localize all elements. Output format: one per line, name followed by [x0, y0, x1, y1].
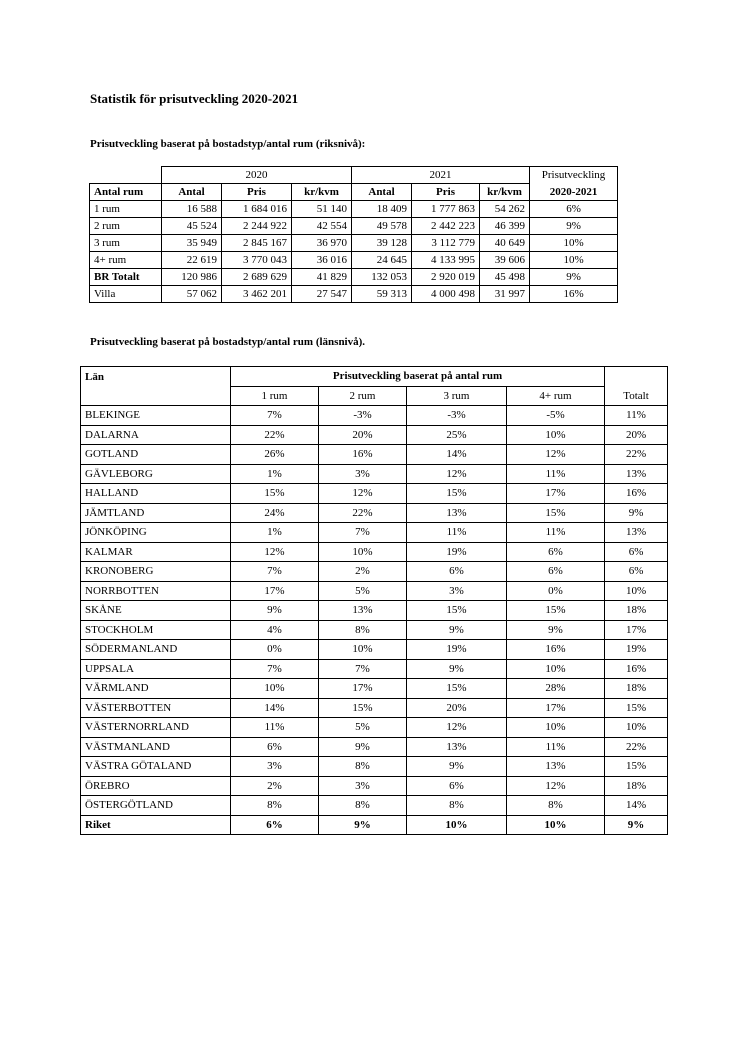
table-cell: 16 588 [162, 201, 222, 218]
table-cell: 45 498 [480, 269, 530, 286]
table-cell: 15% [605, 757, 668, 777]
county-name: VÄSTRA GÖTALAND [81, 757, 231, 777]
row-label: BR Totalt [90, 269, 162, 286]
table-cell: 10% [530, 235, 618, 252]
table-cell: 3% [319, 776, 407, 796]
table-cell: 10% [319, 640, 407, 660]
table-cell: 6% [407, 776, 507, 796]
table-cell: 24 645 [352, 252, 412, 269]
col-header-count-2020: Antal [162, 184, 222, 201]
table-row [81, 659, 668, 679]
county-name: KRONOBERG [81, 562, 231, 582]
table-cell: 10% [319, 542, 407, 562]
table-cell: 8% [319, 796, 407, 816]
table-row [81, 679, 668, 699]
table-cell: 42 554 [292, 218, 352, 235]
table-cell: 120 986 [162, 269, 222, 286]
county-name: SÖDERMANLAND [81, 640, 231, 660]
table-row [90, 269, 618, 286]
table-cell: 8% [231, 796, 319, 816]
county-name: VÄSTERBOTTEN [81, 698, 231, 718]
table-cell: 12% [507, 445, 605, 465]
table-cell: 15% [407, 484, 507, 504]
county-header-blank [81, 386, 231, 406]
table-cell: 16% [319, 445, 407, 465]
table-row [81, 718, 668, 738]
table-cell: 13% [407, 503, 507, 523]
table-cell: 12% [507, 776, 605, 796]
county-name: JÖNKÖPING [81, 523, 231, 543]
county-price-table [80, 366, 668, 835]
table-cell: 46 399 [480, 218, 530, 235]
table-cell: 17% [507, 698, 605, 718]
table-cell: 132 053 [352, 269, 412, 286]
table-cell: 18% [605, 601, 668, 621]
table-row [90, 235, 618, 252]
room-header-row [81, 386, 668, 406]
table-row [81, 445, 668, 465]
table-cell: 10% [231, 679, 319, 699]
table-cell: 16% [530, 286, 618, 303]
table-cell: 15% [319, 698, 407, 718]
table-cell: 8% [319, 620, 407, 640]
col-header-change-period: 2020-2021 [530, 184, 618, 201]
table-cell: 2 845 167 [222, 235, 292, 252]
table-cell: 10% [507, 425, 605, 445]
col-header-sqm-2020: kr/kvm [292, 184, 352, 201]
table-cell: 18% [605, 679, 668, 699]
county-name: KALMAR [81, 542, 231, 562]
total-cell: 10% [407, 815, 507, 835]
table-cell: 2% [231, 776, 319, 796]
table-cell: 11% [605, 406, 668, 426]
table-cell: 6% [407, 562, 507, 582]
table-cell: 9% [507, 620, 605, 640]
table-cell: 4% [231, 620, 319, 640]
total-row [81, 815, 668, 835]
table-cell: 36 970 [292, 235, 352, 252]
table-cell: 0% [231, 640, 319, 660]
county-name: VÄSTMANLAND [81, 737, 231, 757]
table-cell: 22 619 [162, 252, 222, 269]
table-cell: 6% [605, 542, 668, 562]
table-cell: 11% [231, 718, 319, 738]
table-cell: 1 777 863 [412, 201, 480, 218]
table-cell: 7% [231, 659, 319, 679]
table-cell: 10% [605, 581, 668, 601]
table-cell: 39 606 [480, 252, 530, 269]
table-cell: 36 016 [292, 252, 352, 269]
table-cell: 19% [407, 640, 507, 660]
table-cell: 16% [605, 484, 668, 504]
national-price-table [89, 166, 618, 303]
col-header-count-2021: Antal [352, 184, 412, 201]
table-cell: 0% [507, 581, 605, 601]
table-cell: 9% [530, 269, 618, 286]
table-cell: 12% [407, 718, 507, 738]
table-cell: 16% [507, 640, 605, 660]
table-cell: 8% [319, 757, 407, 777]
county-name: DALARNA [81, 425, 231, 445]
group-header-row [81, 367, 668, 387]
table-row [90, 201, 618, 218]
col-header-4rum: 4+ rum [507, 386, 605, 406]
table-cell: 16% [605, 659, 668, 679]
county-name: GÄVLEBORG [81, 464, 231, 484]
table-cell: 10% [507, 718, 605, 738]
table-cell: 10% [605, 718, 668, 738]
table-row [81, 640, 668, 660]
table-cell: 19% [407, 542, 507, 562]
table-cell: 3 770 043 [222, 252, 292, 269]
section2-heading: Prisutveckling baserat på bostadstyp/antal rum (länsnivå). [90, 336, 366, 348]
table-cell: 5% [319, 718, 407, 738]
table-cell: 45 524 [162, 218, 222, 235]
table-row [81, 464, 668, 484]
county-name: VÄSTERNORRLAND [81, 718, 231, 738]
change-header: Prisutveckling [530, 167, 618, 184]
row-label: 1 rum [90, 201, 162, 218]
room-group-header: Prisutveckling baserat på antal rum [231, 367, 605, 387]
table-cell: 11% [507, 464, 605, 484]
col-header-sqm-2021: kr/kvm [480, 184, 530, 201]
table-cell: 1 684 016 [222, 201, 292, 218]
table-cell: 22% [605, 737, 668, 757]
table-cell: 2 689 629 [222, 269, 292, 286]
table-cell: 17% [319, 679, 407, 699]
table-cell: 24% [231, 503, 319, 523]
table-cell: 20% [605, 425, 668, 445]
table-cell: -3% [407, 406, 507, 426]
table-cell: 7% [319, 659, 407, 679]
table-row [81, 698, 668, 718]
blank-cell [90, 167, 162, 184]
table-cell: 3% [231, 757, 319, 777]
table-cell: 15% [407, 601, 507, 621]
table-cell: 49 578 [352, 218, 412, 235]
table-cell: 15% [605, 698, 668, 718]
table-cell: 17% [605, 620, 668, 640]
table-row [81, 503, 668, 523]
table-cell: 13% [605, 523, 668, 543]
county-name: VÄRMLAND [81, 679, 231, 699]
table-cell: 13% [507, 757, 605, 777]
table-cell: 39 128 [352, 235, 412, 252]
table-cell: 11% [507, 737, 605, 757]
column-header-row [90, 184, 618, 201]
table-row [90, 286, 618, 303]
table-cell: 12% [407, 464, 507, 484]
table-cell: 8% [407, 796, 507, 816]
table-cell: 54 262 [480, 201, 530, 218]
row-label: Villa [90, 286, 162, 303]
row-label: 4+ rum [90, 252, 162, 269]
table-row [81, 776, 668, 796]
table-row [90, 218, 618, 235]
table-cell: 11% [407, 523, 507, 543]
col-header-rooms: Antal rum [90, 184, 162, 201]
table-cell: 22% [231, 425, 319, 445]
table-cell: 14% [605, 796, 668, 816]
county-name: HALLAND [81, 484, 231, 504]
table-cell: 6% [507, 562, 605, 582]
table-cell: 51 140 [292, 201, 352, 218]
total-cell: 9% [605, 815, 668, 835]
table-cell: 12% [231, 542, 319, 562]
table-cell: 35 949 [162, 235, 222, 252]
county-name: BLEKINGE [81, 406, 231, 426]
table-row [81, 737, 668, 757]
county-name: STOCKHOLM [81, 620, 231, 640]
table-cell: 6% [530, 201, 618, 218]
table-row [81, 601, 668, 621]
county-name: ÖREBRO [81, 776, 231, 796]
table-row [81, 757, 668, 777]
year-2020-header: 2020 [162, 167, 352, 184]
total-cell: 6% [231, 815, 319, 835]
table-cell: 2 920 019 [412, 269, 480, 286]
table-cell: 18 409 [352, 201, 412, 218]
table-cell: 1% [231, 464, 319, 484]
table-cell: 1% [231, 523, 319, 543]
table-cell: -3% [319, 406, 407, 426]
table-cell: 40 649 [480, 235, 530, 252]
table-cell: 2 442 223 [412, 218, 480, 235]
county-name: UPPSALA [81, 659, 231, 679]
table-cell: 13% [319, 601, 407, 621]
county-name: GOTLAND [81, 445, 231, 465]
row-label: 2 rum [90, 218, 162, 235]
table-cell: 6% [605, 562, 668, 582]
table-cell: 13% [407, 737, 507, 757]
table-cell: 6% [507, 542, 605, 562]
county-name: SKÅNE [81, 601, 231, 621]
col-header-price-2020: Pris [222, 184, 292, 201]
table-cell: 3 112 779 [412, 235, 480, 252]
row-label: 3 rum [90, 235, 162, 252]
table-cell: 7% [231, 406, 319, 426]
col-header-1rum: 1 rum [231, 386, 319, 406]
year-2021-header: 2021 [352, 167, 530, 184]
table-cell: 20% [319, 425, 407, 445]
page-title: Statistik för prisutveckling 2020-2021 [90, 91, 299, 106]
table-cell: 20% [407, 698, 507, 718]
table-row [81, 620, 668, 640]
table-cell: 57 062 [162, 286, 222, 303]
total-blank-header [605, 367, 668, 387]
total-cell: 10% [507, 815, 605, 835]
table-cell: 7% [231, 562, 319, 582]
table-cell: 15% [231, 484, 319, 504]
county-name: NORRBOTTEN [81, 581, 231, 601]
table-cell: 27 547 [292, 286, 352, 303]
table-cell: 9% [530, 218, 618, 235]
table-cell: 4 000 498 [412, 286, 480, 303]
table-row [81, 523, 668, 543]
table-cell: 22% [319, 503, 407, 523]
section1-heading: Prisutveckling baserat på bostadstyp/antal rum (riksnivå): [90, 138, 366, 150]
table-cell: 31 997 [480, 286, 530, 303]
table-cell: 2% [319, 562, 407, 582]
table-cell: 25% [407, 425, 507, 445]
table-cell: 59 313 [352, 286, 412, 303]
total-label: Riket [81, 815, 231, 835]
table-cell: 15% [407, 679, 507, 699]
table-cell: 14% [407, 445, 507, 465]
table-cell: 15% [507, 601, 605, 621]
table-cell: 10% [530, 252, 618, 269]
col-header-2rum: 2 rum [319, 386, 407, 406]
table-cell: 17% [231, 581, 319, 601]
table-cell: 19% [605, 640, 668, 660]
table-cell: 9% [407, 659, 507, 679]
table-row [90, 252, 618, 269]
table-cell: 28% [507, 679, 605, 699]
table-cell: 7% [319, 523, 407, 543]
table-cell: 9% [231, 601, 319, 621]
table-cell: 9% [407, 757, 507, 777]
table-cell: 3% [319, 464, 407, 484]
table-row [81, 562, 668, 582]
table-cell: 13% [605, 464, 668, 484]
county-name: ÖSTERGÖTLAND [81, 796, 231, 816]
table-row [81, 796, 668, 816]
table-cell: 5% [319, 581, 407, 601]
col-header-3rum: 3 rum [407, 386, 507, 406]
table-cell: 9% [407, 620, 507, 640]
table-cell: 9% [319, 737, 407, 757]
table-cell: 22% [605, 445, 668, 465]
table-cell: 6% [231, 737, 319, 757]
table-cell: 18% [605, 776, 668, 796]
table-cell: 11% [507, 523, 605, 543]
year-header-row [90, 167, 618, 184]
table-cell: 14% [231, 698, 319, 718]
table-cell: -5% [507, 406, 605, 426]
table-cell: 3% [407, 581, 507, 601]
table-cell: 9% [605, 503, 668, 523]
table-cell: 17% [507, 484, 605, 504]
county-name: JÄMTLAND [81, 503, 231, 523]
table-row [81, 581, 668, 601]
table-cell: 12% [319, 484, 407, 504]
table-cell: 41 829 [292, 269, 352, 286]
table-row [81, 484, 668, 504]
county-header: Län [81, 367, 231, 387]
table-cell: 2 244 922 [222, 218, 292, 235]
table-cell: 8% [507, 796, 605, 816]
col-header-total: Totalt [605, 386, 668, 406]
col-header-price-2021: Pris [412, 184, 480, 201]
table-cell: 15% [507, 503, 605, 523]
table-row [81, 406, 668, 426]
table-cell: 3 462 201 [222, 286, 292, 303]
table-row [81, 425, 668, 445]
table-cell: 10% [507, 659, 605, 679]
table-row [81, 542, 668, 562]
table-cell: 26% [231, 445, 319, 465]
total-cell: 9% [319, 815, 407, 835]
table-cell: 4 133 995 [412, 252, 480, 269]
